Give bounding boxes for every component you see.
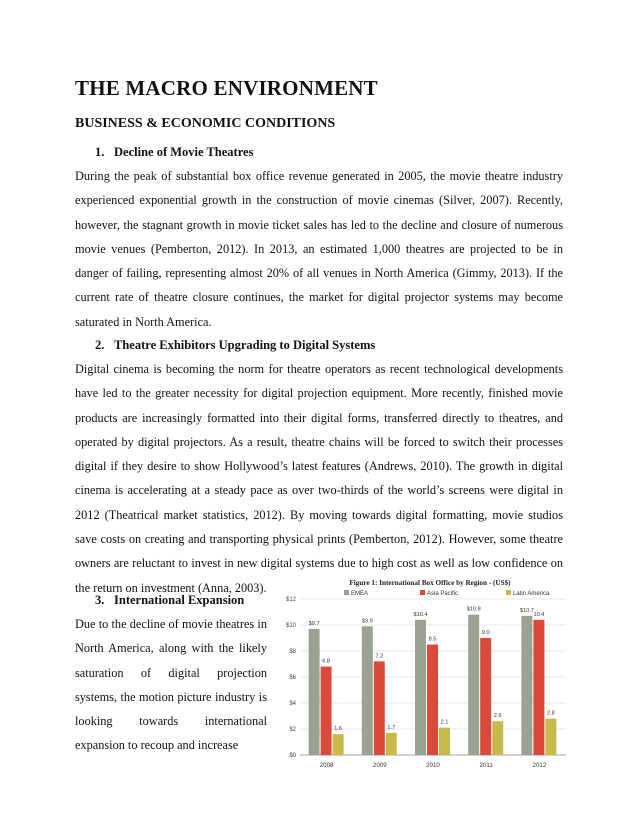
subsection-3-title: International Expansion <box>114 593 245 607</box>
subsection-1-title: Decline of Movie Theatres <box>114 145 254 159</box>
subsection-1-number: 1. <box>95 145 105 159</box>
legend-label-1: Asia Pacific <box>427 591 459 597</box>
subsection-3-heading <box>95 593 244 608</box>
bar-emea <box>521 616 532 755</box>
data-label: $10.4 <box>413 611 428 618</box>
x-tick-label: 2009 <box>372 762 387 769</box>
bar-asia-pacific <box>427 645 438 756</box>
subsection-2-heading <box>95 338 375 353</box>
data-label: 2.6 <box>493 713 502 720</box>
chart-title: Figure 1: International Box Office by Region - (US$) <box>349 579 511 587</box>
subsection-1-heading <box>95 145 253 160</box>
data-label: 10.4 <box>533 611 545 618</box>
subsection-1-paragraph: During the peak of substantial box office revenue generated in 2005, the movie theatre industry experienced exponential growth in the construction of movie cinemas (Silver, 2007). Recently, however, the stagnant growth in movie ticket sales has led to the decline and closure of numerous movie venues (Pemberton, 2012). In 2013, an estimated 1,000 theatres are projected to be in danger of failing, representing almost 20% of all venues in North America (Gimmy, 2013). If the current rate of theatre closure continues, the market for digital projector systems may become saturated in North America. <box>75 169 563 329</box>
data-label: 6.8 <box>322 658 330 665</box>
bar-emea <box>309 629 320 755</box>
legend-swatch-2 <box>506 590 511 595</box>
subsection-2-number: 2. <box>95 338 105 352</box>
data-label: 2.1 <box>440 719 449 726</box>
figure-1 <box>270 577 570 777</box>
data-label: 9.0 <box>481 630 490 636</box>
y-tick-label: $2 <box>289 727 296 733</box>
bar-latin-america <box>386 733 397 755</box>
page-title: THE MACRO ENVIRONMENT <box>75 76 378 100</box>
y-tick-label: $6 <box>289 675 296 681</box>
subsection-3-paragraph: Due to the decline of movie theatres in North America, along with the likely saturation of digital projection systems, the motion picture industry is looking towards international expansion to recoup and increase <box>75 617 267 753</box>
y-tick-label: $10 <box>285 623 296 629</box>
bar-latin-america <box>545 719 556 755</box>
subsection-2-paragraph: Digital cinema is becoming the norm for theatre operators as recent technological developments have led to the greater necessity for digital projection equipment. More recently, finished movie products are increasingly formatted into their digital forms, transferred directly to theatres, and operated by digital projectors. As a result, theatre chains will be forced to switch their processes digital if they desire to show Hollywood’s latest features (Andrews, 2010). The growth in digital cinema is accelerating at a steady pace as over two-thirds of the world’s screens were digital in 2012 (Theatrical market statistics, 2012). By moving towards digital formatting, movie studios save costs on creating and transporting physical prints (Pemberton, 2012). However, some theatre owners are reluctant to invest in new digital systems due to high cost as well as low confidence on the return on investment (Anna, 2003). <box>75 362 563 595</box>
y-tick-label: $8 <box>289 649 296 655</box>
data-label: 1.7 <box>387 724 396 731</box>
section-heading: BUSINESS & ECONOMIC CONDITIONS <box>75 116 336 131</box>
bar-asia-pacific <box>321 667 332 755</box>
data-label: $10.7 <box>519 607 534 614</box>
data-label: $9.7 <box>308 620 320 627</box>
legend-label-2: Latin America <box>513 591 550 597</box>
bar-latin-america <box>333 734 344 755</box>
bar-asia-pacific <box>480 638 491 755</box>
bar-asia-pacific <box>374 661 385 755</box>
bar-emea <box>415 620 426 755</box>
bar-emea <box>362 626 373 755</box>
data-label: 2.8 <box>547 710 555 717</box>
data-label: 7.2 <box>375 653 384 660</box>
data-label: 1.6 <box>334 726 342 733</box>
subsection-3-number: 3. <box>95 593 105 607</box>
y-tick-label: $12 <box>285 597 296 603</box>
bar-latin-america <box>439 728 450 755</box>
x-tick-label: 2008 <box>319 762 334 769</box>
data-label: $9.9 <box>361 618 373 625</box>
y-tick-label: $0 <box>289 753 296 759</box>
subsection-2-title: Theatre Exhibitors Upgrading to Digital Systems <box>114 338 376 352</box>
legend-swatch-0 <box>344 590 349 595</box>
box-office-chart <box>270 577 570 777</box>
data-label: 8.5 <box>428 636 437 643</box>
legend-swatch-1 <box>420 590 425 595</box>
bar-asia-pacific <box>533 620 544 755</box>
bar-latin-america <box>492 721 503 755</box>
x-tick-label: 2011 <box>479 762 493 769</box>
data-label: $10.8 <box>466 606 481 613</box>
bar-emea <box>468 615 479 755</box>
legend-label-0: EMEA <box>351 591 369 597</box>
x-tick-label: 2012 <box>532 762 547 769</box>
x-tick-label: 2010 <box>426 762 440 769</box>
y-tick-label: $4 <box>289 701 296 707</box>
